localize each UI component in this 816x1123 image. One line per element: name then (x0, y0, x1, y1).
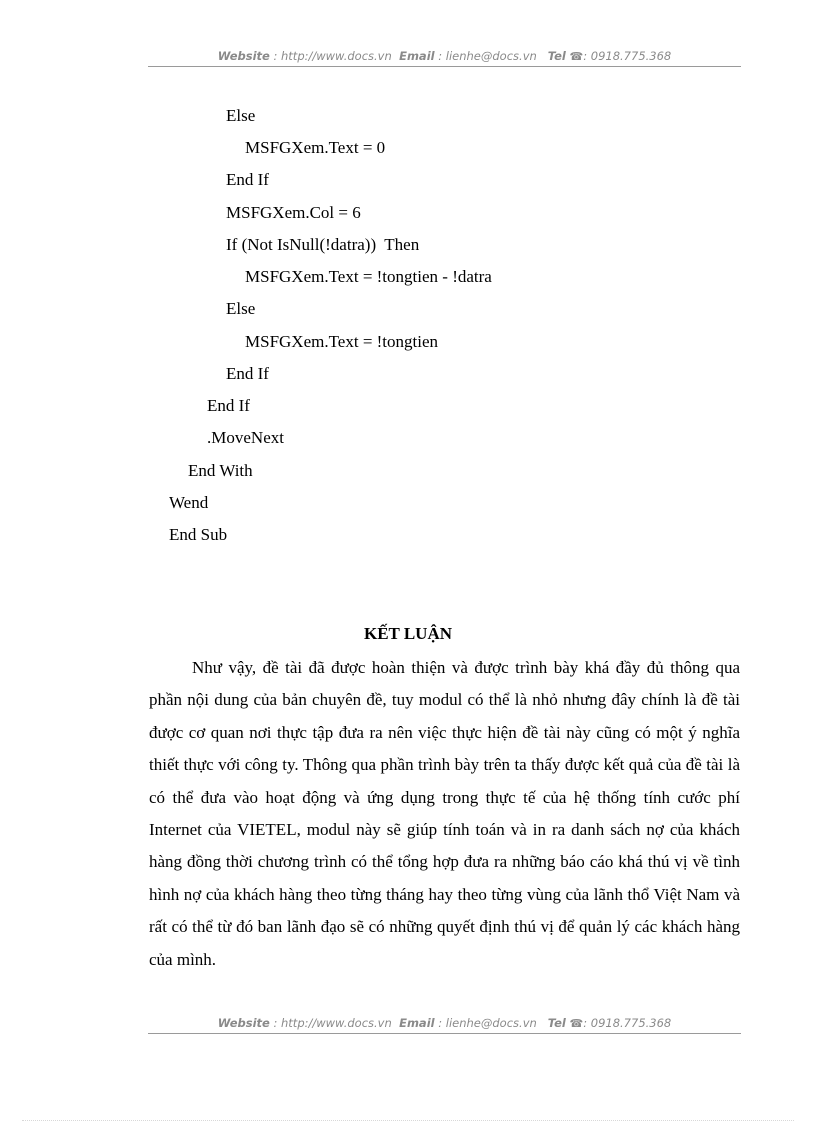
tel-label: Tel (547, 1016, 566, 1030)
page-header (148, 46, 741, 67)
code-line: MSFGXem.Col = 6 (226, 203, 361, 222)
website-label: Website (217, 49, 270, 63)
code-line: End If (226, 170, 269, 189)
code-line: End With (188, 461, 253, 480)
page-bottom-border (22, 1120, 794, 1121)
code-line: Else (226, 106, 256, 125)
code-line: Else (226, 299, 256, 318)
phone-icon: ☎ (569, 50, 584, 63)
website-label: Website (217, 1016, 270, 1030)
code-line: .MoveNext (207, 428, 284, 447)
email-value: : lienhe@docs.vn (438, 1016, 537, 1030)
code-line: MSFGXem.Text = !tongtien (245, 332, 439, 351)
code-line: End Sub (169, 525, 228, 544)
code-line: Wend (169, 493, 209, 512)
tel-value: : 0918.775.368 (583, 49, 672, 63)
code-line: End If (226, 364, 269, 383)
website-value: : http://www.docs.vn (273, 49, 392, 63)
page-footer (148, 1013, 741, 1034)
tel-label: Tel (547, 49, 566, 63)
phone-icon: ☎ (569, 1017, 584, 1030)
code-line: MSFGXem.Text = 0 (245, 138, 386, 157)
code-line: If (Not IsNull(!datra)) Then (226, 235, 420, 254)
conclusion-paragraph: Như vậy, đề tài đã được hoàn thiện và được trình bày khá đầy đủ thông qua phần nội dung của bản chuyên đề, tuy modul có thể là nhỏ nhưng đây chính là đề tài được cơ quan nơi thực tập đưa ra nên việc thực hiện đề tài này cũng có một ý nghĩa thiết thực với công ty. Thông qua phần trình bày trên ta thấy được kết quả của đề tài là có thể đưa vào hoạt động và ứng dụng trong thực tế của hệ thống tính cước phí Internet của VIETEL, modul này sẽ giúp tính toán và in ra danh sách nợ của khách hàng đồng thời chương trình có thể tổng hợp đưa ra những báo cáo khá thú vị về tình hình nợ của khách hàng theo từng tháng hay theo từng vùng của lãnh thổ Việt Nam và rất có thể từ đó ban lãnh đạo sẽ có những quyết định thú vị để quản lý các khách hàng của mình. (149, 658, 740, 969)
code-line: End If (207, 396, 250, 415)
email-label: Email (399, 49, 435, 63)
website-value: : http://www.docs.vn (273, 1016, 392, 1030)
code-line: MSFGXem.Text = !tongtien - !datra (245, 267, 492, 286)
email-value: : lienhe@docs.vn (438, 49, 537, 63)
section-title: KẾT LUẬN (363, 624, 452, 643)
email-label: Email (399, 1016, 435, 1030)
tel-value: : 0918.775.368 (583, 1016, 672, 1030)
